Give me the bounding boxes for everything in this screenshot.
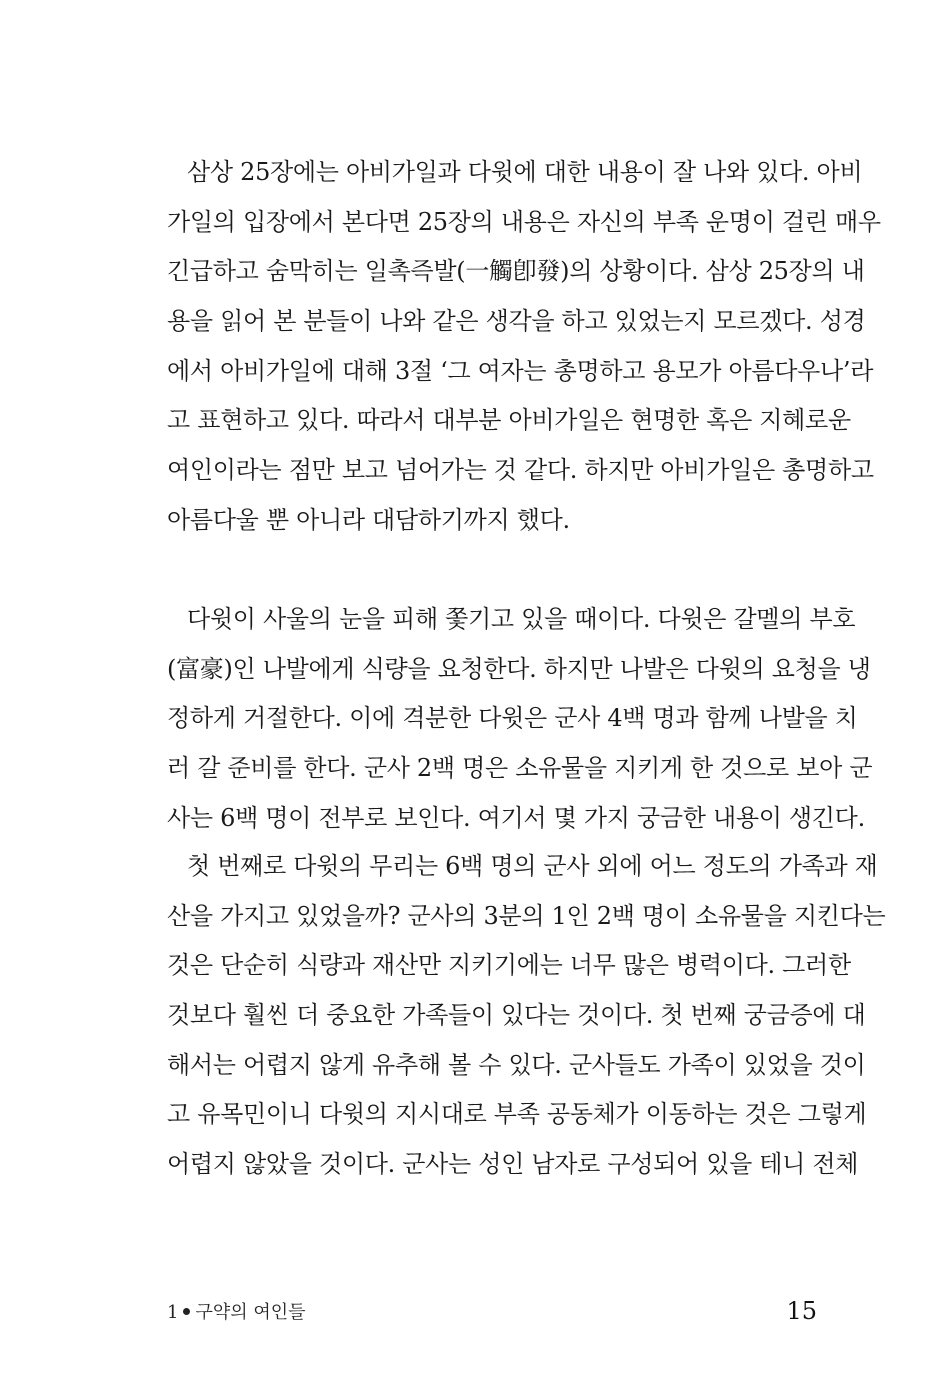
text-line: 러 갈 준비를 한다. 군사 2백 명은 소유물을 지키게 한 것으로 보아 군 <box>167 754 873 783</box>
paragraph-david-nabal <box>167 597 873 845</box>
chapter-number: 1 <box>167 1302 179 1323</box>
text-line: 어렵지 않았을 것이다. 군사는 성인 남자로 구성되어 있을 테니 전체 <box>167 1150 859 1179</box>
text-line: 에서 아비가일에 대해 3절 ‘그 여자는 총명하고 용모가 아름다우나’라 <box>167 356 874 385</box>
text-line: (富豪)인 나발에게 식량을 요청한다. 하지만 나발은 다윗의 요청을 냉 <box>167 654 871 683</box>
text-line: 긴급하고 숨막히는 일촉즉발(一觸卽發)의 상황이다. 삼상 25장의 내 <box>167 257 865 286</box>
text-line: 여인이라는 점만 보고 넘어가는 것 같다. 하지만 아비가일은 총명하고 <box>167 456 874 485</box>
text-line: 가일의 입장에서 본다면 25장의 내용은 자신의 부족 운명이 걸린 매우 <box>167 207 881 236</box>
paragraph-first-question <box>167 844 886 1192</box>
chapter-title: 구약의 여인들 <box>195 1302 306 1323</box>
text-line: 정하게 거절한다. 이에 격분한 다윗은 군사 4백 명과 함께 나발을 치 <box>167 704 858 733</box>
text-line: 삼상 25장에는 아비가일과 다윗에 대한 내용이 잘 나와 있다. 아비 <box>187 158 863 186</box>
text-line: 산을 가지고 있었을까? 군사의 3분의 1인 2백 명이 소유물을 지킨다는 <box>167 901 886 930</box>
running-footer <box>167 1300 306 1326</box>
text-line: 고 유목민이니 다윗의 지시대로 부족 공동체가 이동하는 것은 그렇게 <box>167 1100 867 1129</box>
text-line: 것은 단순히 식량과 재산만 지키기에는 너무 많은 병력이다. 그러한 <box>167 951 851 980</box>
text-line: 해서는 어렵지 않게 유추해 볼 수 있다. 군사들도 가족이 있었을 것이 <box>167 1050 866 1079</box>
bullet-separator-icon <box>183 1308 190 1315</box>
text-line: 고 표현하고 있다. 따라서 대부분 아비가일은 현명한 혹은 지혜로운 <box>167 406 851 435</box>
text-line: 것보다 훨씬 더 중요한 가족들이 있다는 것이다. 첫 번째 궁금증에 대 <box>167 1001 866 1030</box>
text-line: 용을 읽어 본 분들이 나와 같은 생각을 하고 있었는지 모르겠다. 성경 <box>167 307 866 336</box>
paragraph-abigail-intro <box>167 150 881 548</box>
text-line: 다윗이 사울의 눈을 피해 쫓기고 있을 때이다. 다윗은 갈멜의 부호 <box>187 605 856 633</box>
text-line: 첫 번째로 다윗의 무리는 6백 명의 군사 외에 어느 정도의 가족과 재 <box>187 852 878 880</box>
text-line: 아름다울 뿐 아니라 대담하기까지 했다. <box>167 505 570 534</box>
page-number: 15 <box>786 1297 817 1325</box>
text-line: 사는 6백 명이 전부로 보인다. 여기서 몇 가지 궁금한 내용이 생긴다. <box>167 803 865 832</box>
